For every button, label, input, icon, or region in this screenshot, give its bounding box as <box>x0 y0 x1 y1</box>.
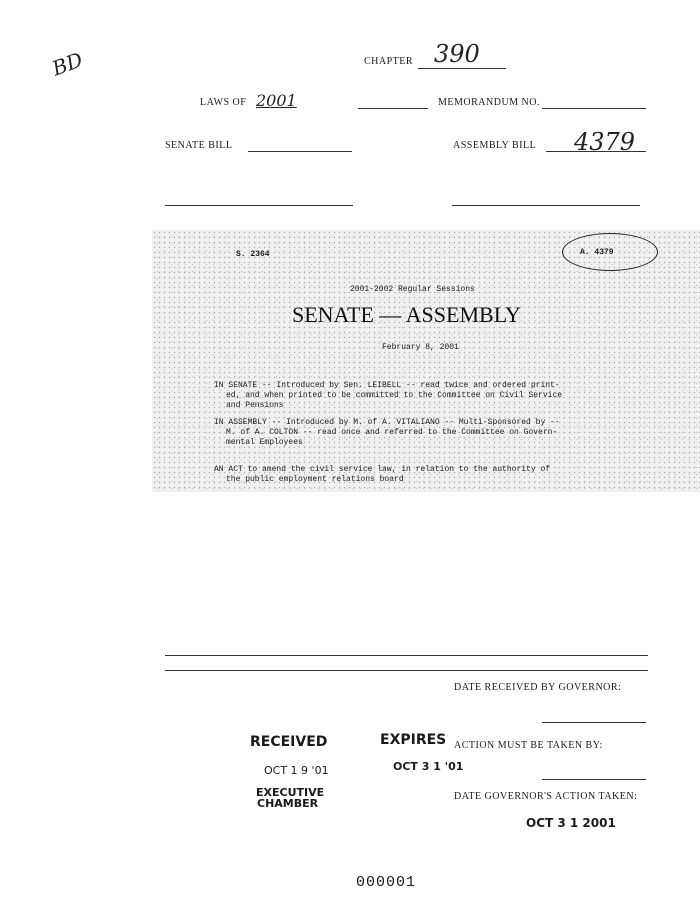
memorandum-line <box>542 108 646 109</box>
senate-intro-line-3: and Pensions <box>226 401 284 410</box>
assembly-introduction <box>214 418 560 448</box>
act-line-1: AN ACT to amend the civil service law, in relation to the authority of <box>214 465 551 474</box>
assembly-bill-line <box>546 151 646 152</box>
expires-date: OCT 3 1 '01 <box>393 760 464 773</box>
memorandum-label: MEMORANDUM NO. <box>438 97 541 108</box>
sessions: 2001-2002 Regular Sessions <box>350 285 475 294</box>
chapter-label: CHAPTER <box>364 56 414 67</box>
page-number: 000001 <box>356 874 417 891</box>
senate-intro-line-2: ed, and when printed to be committed to the Committee on Civil Service <box>226 391 563 400</box>
senate-intro-line-1: IN SENATE -- Introduced by Sen. LEIBELL -- read twice and ordered print- <box>214 381 560 390</box>
action-taken-date: OCT 3 1 2001 <box>526 816 616 830</box>
divider-1 <box>165 655 648 656</box>
bill-title: SENATE — ASSEMBLY <box>292 302 521 327</box>
divider-2 <box>165 670 648 671</box>
laws-of-year: 2001 <box>256 91 297 110</box>
senate-bill-number: S. 2364 <box>236 250 270 259</box>
assembly-bill-number: 4379 <box>574 128 636 156</box>
senate-bill-line-2 <box>165 205 353 206</box>
senate-introduction <box>214 381 562 411</box>
executive-stamp-line-1: EXECUTIVE <box>256 786 325 799</box>
action-must-line <box>542 779 646 780</box>
assembly-bill-header-number: A. 4379 <box>580 248 614 257</box>
chapter-line <box>418 68 506 69</box>
laws-of-label: LAWS OF <box>200 97 247 108</box>
date-received-line <box>542 722 646 723</box>
received-stamp: RECEIVED <box>250 734 328 750</box>
bill-date: February 8, 2001 <box>382 343 459 352</box>
action-must-label: ACTION MUST BE TAKEN BY: <box>454 740 603 751</box>
assembly-bill-line-2 <box>452 205 640 206</box>
executive-stamp-line-2: CHAMBER <box>257 797 319 810</box>
senate-bill-label: SENATE BILL <box>165 140 233 151</box>
initials: BD <box>48 47 86 81</box>
chapter-number: 390 <box>434 40 480 68</box>
act-description <box>214 465 550 485</box>
date-received-label: DATE RECEIVED BY GOVERNOR: <box>454 682 622 693</box>
expires-stamp: EXPIRES <box>380 732 447 748</box>
senate-bill-line <box>248 151 352 152</box>
assembly-bill-label: ASSEMBLY BILL <box>453 140 537 151</box>
assembly-intro-line-2: M. of A. COLTON -- read once and referred to the Committee on Govern- <box>226 428 558 437</box>
laws-of-line <box>358 108 428 109</box>
assembly-intro-line-3: mental Employees <box>226 438 303 447</box>
act-line-2: the public employment relations board <box>226 475 404 484</box>
action-taken-label: DATE GOVERNOR'S ACTION TAKEN: <box>454 791 638 802</box>
received-date: OCT 1 9 '01 <box>264 764 329 777</box>
assembly-intro-line-1: IN ASSEMBLY -- Introduced by M. of A. VITALIANO -- Multi-Sponsored by -- <box>214 418 560 427</box>
